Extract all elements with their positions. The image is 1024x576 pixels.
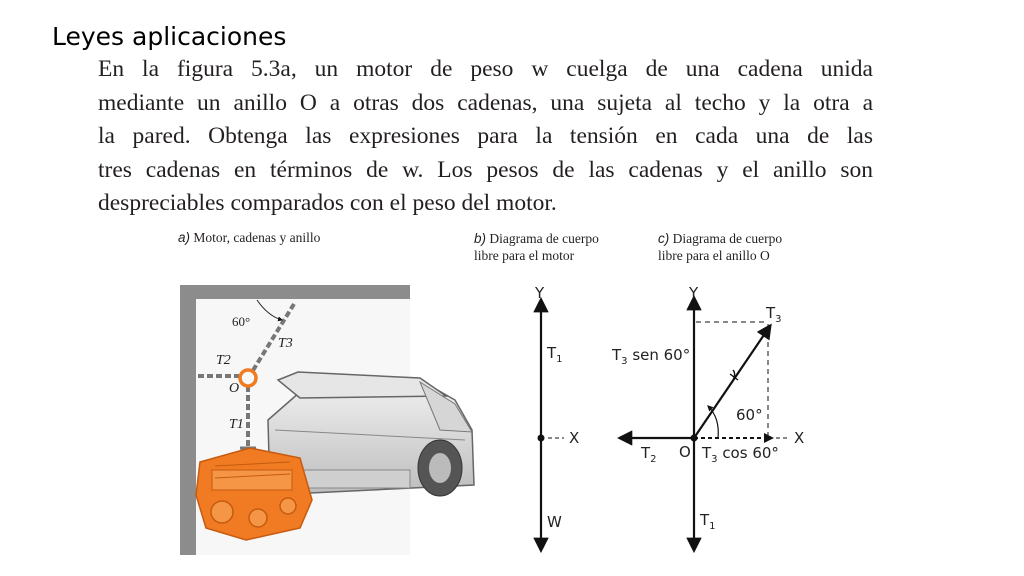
fig-c-angle-label: 60° (736, 406, 763, 424)
fig-b-t1-sub: 1 (556, 354, 563, 365)
caption-b-line2: libre para el motor (474, 248, 575, 263)
fig-c-t3-cos-sub: 3 (711, 454, 718, 465)
fig-b-origin (538, 435, 545, 442)
fig-c-t3-sen-rest: sen 60° (627, 346, 691, 364)
fig-b-y-label: Y (535, 284, 545, 302)
problem-line: tres cadenas en términos de w. Los pesos de las cadenas y el anillo son (98, 156, 873, 183)
problem-line: la pared. Obtenga las expresiones para la tensión en cada una de las (98, 123, 873, 149)
problem-line: En la figura 5.3a, un motor de peso w cuelga de una cadena unida (98, 56, 873, 82)
caption-a-text: Motor, cadenas y anillo (193, 230, 321, 245)
caption-b-letter: b) (474, 231, 487, 246)
fig-b-x-label: X (569, 429, 580, 447)
caption-a-letter: a) (178, 230, 191, 245)
problem-line: despreciables comparados con el peso del motor. (98, 190, 557, 216)
ceiling (180, 285, 410, 299)
engine-motor (196, 448, 312, 540)
fig-c-t3-cos-label (701, 444, 779, 465)
fig-c-t3-sen-label (611, 346, 690, 367)
fig-c-x-label: X (794, 429, 805, 447)
fig-c-origin (691, 435, 698, 442)
fig-c-t3-sub: 3 (775, 314, 782, 325)
figure-a-illustration (180, 285, 474, 555)
figure-b-diagram (534, 284, 579, 550)
fig-c-t3-letter: T (766, 304, 776, 322)
caption-b-line1: Diagrama de cuerpo (489, 231, 599, 246)
fig-b-t1-label (546, 344, 563, 365)
fig-c-t3-sen-letter: T (612, 346, 622, 364)
fig-c-t3-label (765, 304, 782, 325)
fig-c-o-label: O (679, 443, 691, 461)
fig-c-t1-sub: 1 (709, 521, 716, 532)
caption-c-line2: libre para el anillo O (658, 248, 770, 263)
fig-a-angle-label: 60° (232, 314, 251, 329)
fig-b-t1-letter: T (547, 344, 557, 362)
fig-c-t3-cos-rest: cos 60° (717, 444, 779, 462)
fig-c-t3-sen-sub: 3 (621, 356, 628, 367)
fig-c-y-label: Y (689, 284, 699, 302)
figure-c-diagram (611, 284, 804, 550)
fig-a-t3-label: T3 (278, 336, 293, 351)
fig-b-w-label: W (547, 513, 562, 531)
fig-c-t3-cos-letter: T (702, 444, 712, 462)
fig-c-t2-sub: 2 (650, 454, 657, 465)
fig-c-t2-letter: T (641, 444, 651, 462)
fig-c-t1-letter: T (700, 511, 710, 529)
fig-c-t1-label (699, 511, 716, 532)
slide-title: Leyes aplicaciones (52, 22, 287, 51)
caption-c-letter: c) (658, 231, 670, 246)
fig-a-o-label: O (229, 381, 240, 396)
fig-a-t2-label: T2 (216, 353, 231, 368)
caption-c-line1: Diagrama de cuerpo (672, 231, 783, 246)
fig-a-t1-label: T1 (229, 417, 244, 432)
wall (180, 285, 196, 555)
problem-line: mediante un anillo O a otras dos cadenas, una sujeta al techo y la otra a (98, 89, 873, 116)
fig-c-t2-label (640, 444, 657, 465)
